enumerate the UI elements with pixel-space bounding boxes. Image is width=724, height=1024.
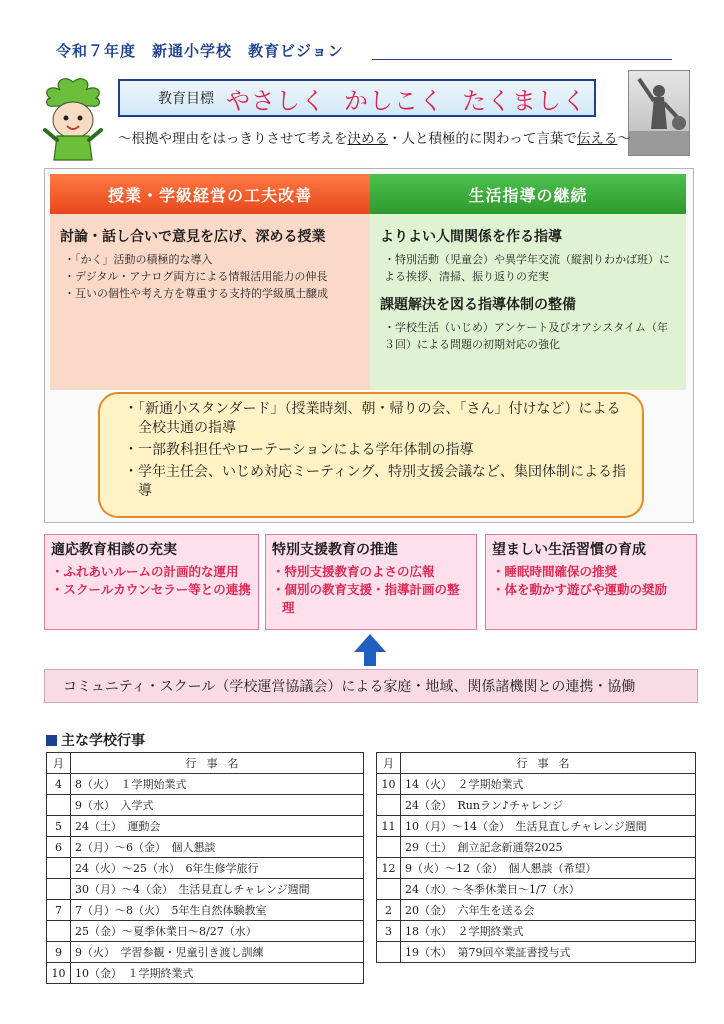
month-cell (47, 795, 71, 816)
event-cell: 9（火）～12（金） 個人懇談（希望） (401, 858, 696, 879)
table-row (47, 795, 364, 816)
month-cell: 4 (47, 774, 71, 795)
lesson-item: ・デジタル・アナログ両方による情報活用能力の伸長 (64, 270, 328, 283)
month-header: 月 (47, 753, 71, 774)
event-header: 行事名 (71, 753, 364, 774)
table-row (377, 837, 696, 858)
mascot-icon (40, 76, 106, 164)
focus-item: ・特別支援教育のよさの広報 (272, 564, 435, 579)
common-guidance-item: ・学年主任会、いじめ対応ミーティング、特別支援会議など、集団体制による指導 (124, 464, 627, 499)
month-cell: 11 (377, 816, 401, 837)
focus-title: 望ましい生活習慣の育成 (492, 542, 646, 558)
table-row (47, 900, 364, 921)
event-cell: 30（月）～4（金） 生活見直しチャレンジ週間 (71, 879, 364, 900)
guidance-panel (370, 174, 686, 390)
page-title: 令和７年度 新通小学校 教育ビジョン (56, 42, 344, 60)
table-row (377, 900, 696, 921)
guidance-panel-title: 生活指導の継続 (370, 174, 686, 214)
community-school-banner: コミュニティ・スクール（学校運営協議会）による家庭・地域、関係諸機関との連携・協働 (44, 669, 698, 703)
vision-subline (118, 127, 638, 147)
table-row (377, 921, 696, 942)
focus-item: ・ふれあいルームの計画的な運用 (51, 564, 239, 579)
focus-item: ・睡眠時間確保の推奨 (492, 564, 618, 579)
subline-part-2: ・人と積極的に関わって言葉で (388, 131, 577, 147)
focus-item: ・スクールカウンセラー等との連携 (51, 582, 251, 597)
table-row (377, 795, 696, 816)
event-cell: 10（月）～14（金） 生活見直しチャレンジ週間 (401, 816, 696, 837)
month-cell: 2 (377, 900, 401, 921)
month-cell (47, 879, 71, 900)
event-cell: 25（金）～夏季休業日～8/27（水） (71, 921, 364, 942)
event-cell: 29（土） 創立記念新通祭2025 (401, 837, 696, 858)
event-cell: 8（火） １学期始業式 (71, 774, 364, 795)
event-cell: 20（金） 六年生を送る会 (401, 900, 696, 921)
motto-word-strong: たくましく (462, 86, 587, 115)
events-table-left (46, 752, 364, 984)
square-bullet-icon (46, 735, 57, 746)
events-table-right (376, 752, 696, 963)
guidance-heading-2: 課題解決を図る指導体制の整備 (380, 297, 576, 313)
focus-box-counseling (44, 534, 259, 630)
table-row (47, 942, 364, 963)
education-goal-label: 教育目標 (158, 91, 214, 107)
event-cell: 9（火） 学習参観・児童引き渡し訓練 (71, 942, 364, 963)
month-cell: 9 (47, 942, 71, 963)
focus-title: 適応教育相談の充実 (51, 542, 177, 558)
table-row (47, 963, 364, 984)
lesson-item: ・「かく」活動の積極的な導入 (64, 253, 213, 266)
event-cell: 7（月）～8（火） 5年生自然体験教室 (71, 900, 364, 921)
event-cell: 19（木） 第79回卒業証書授与式 (401, 942, 696, 963)
month-cell (377, 837, 401, 858)
event-cell: 10（金） １学期終業式 (71, 963, 364, 984)
focus-title: 特別支援教育の推進 (272, 542, 398, 558)
month-cell: 7 (47, 900, 71, 921)
common-guidance-item: ・一部教科担任やローテーションによる学年体制の指導 (124, 442, 474, 458)
common-guidance-box (98, 392, 644, 518)
subline-part-1: ～根拠や理由をはっきりさせて考えを (118, 131, 348, 147)
event-cell: 9（水） 入学式 (71, 795, 364, 816)
event-cell: 24（金） Runラン♪チャレンジ (401, 795, 696, 816)
event-cell: 24（火）～25（水） 6年生修学旅行 (71, 858, 364, 879)
table-row (47, 816, 364, 837)
table-row (377, 774, 696, 795)
focus-box-special-support (265, 534, 477, 630)
common-guidance-item: ・「新通小スタンダード」（授業時刻、朝・帰りの会、「さん」付けなど）による全校共通の指導 (124, 401, 621, 436)
events-heading (46, 730, 145, 750)
month-cell (47, 921, 71, 942)
table-row (47, 921, 364, 942)
month-cell (47, 858, 71, 879)
month-cell (377, 795, 401, 816)
table-row (377, 942, 696, 963)
table-row (377, 858, 696, 879)
subline-convey: 伝える (576, 131, 618, 147)
table-header-row (47, 753, 364, 774)
month-cell: 6 (47, 837, 71, 858)
event-header: 行事名 (401, 753, 696, 774)
education-goal-words (226, 81, 587, 116)
month-cell (377, 942, 401, 963)
month-cell: 3 (377, 921, 401, 942)
table-row (47, 774, 364, 795)
lesson-panel (50, 174, 370, 390)
month-header: 月 (377, 753, 401, 774)
events-heading-text: 主な学校行事 (61, 733, 145, 749)
event-cell: 2（月）～6（金） 個人懇談 (71, 837, 364, 858)
focus-item: ・体を動かす遊びや運動の奨励 (492, 582, 668, 597)
header-divider (372, 59, 672, 60)
arrow-up-icon (352, 632, 388, 668)
education-goal-box (118, 79, 596, 117)
lesson-item: ・互いの個性や考え方を尊重する支持的学級風土醸成 (64, 287, 328, 300)
month-cell: 5 (47, 816, 71, 837)
motto-word-smart: かしこく (344, 86, 444, 115)
focus-box-lifestyle (485, 534, 697, 630)
table-row (47, 837, 364, 858)
lesson-panel-heading: 討論・話し合いで意見を広げ、深める授業 (60, 229, 326, 245)
event-cell: 24（土） 運動会 (71, 816, 364, 837)
focus-item: ・個別の教育支援・指導計画の整理 (272, 582, 460, 615)
subline-part-3: ～ (617, 131, 631, 147)
statue-icon (629, 71, 690, 156)
table-row (47, 858, 364, 879)
table-header-row (377, 753, 696, 774)
month-cell (377, 879, 401, 900)
event-cell: 24（水）～冬季休業日～1/7（水） (401, 879, 696, 900)
table-row (377, 816, 696, 837)
event-cell: 18（水） ２学期終業式 (401, 921, 696, 942)
month-cell: 10 (377, 774, 401, 795)
subline-decide: 決める (347, 131, 388, 147)
guidance-item: ・特別活動（児童会）や異学年交流（縦割りわかば班）による挨拶、清掃、振り返りの充実 (384, 253, 670, 283)
table-row (377, 879, 696, 900)
month-cell: 12 (377, 858, 401, 879)
guidance-item: ・学校生活（いじめ）アンケート及びオアシスタイム（年３回）による問題の初期対応の強化 (384, 321, 669, 351)
motto-word-kind: やさしく (226, 86, 326, 115)
event-cell: 14（火） ２学期始業式 (401, 774, 696, 795)
month-cell: 10 (47, 963, 71, 984)
guidance-heading-1: よりよい人間関係を作る指導 (380, 229, 562, 245)
table-row (47, 879, 364, 900)
lesson-panel-title: 授業・学級経営の工夫改善 (50, 174, 370, 214)
